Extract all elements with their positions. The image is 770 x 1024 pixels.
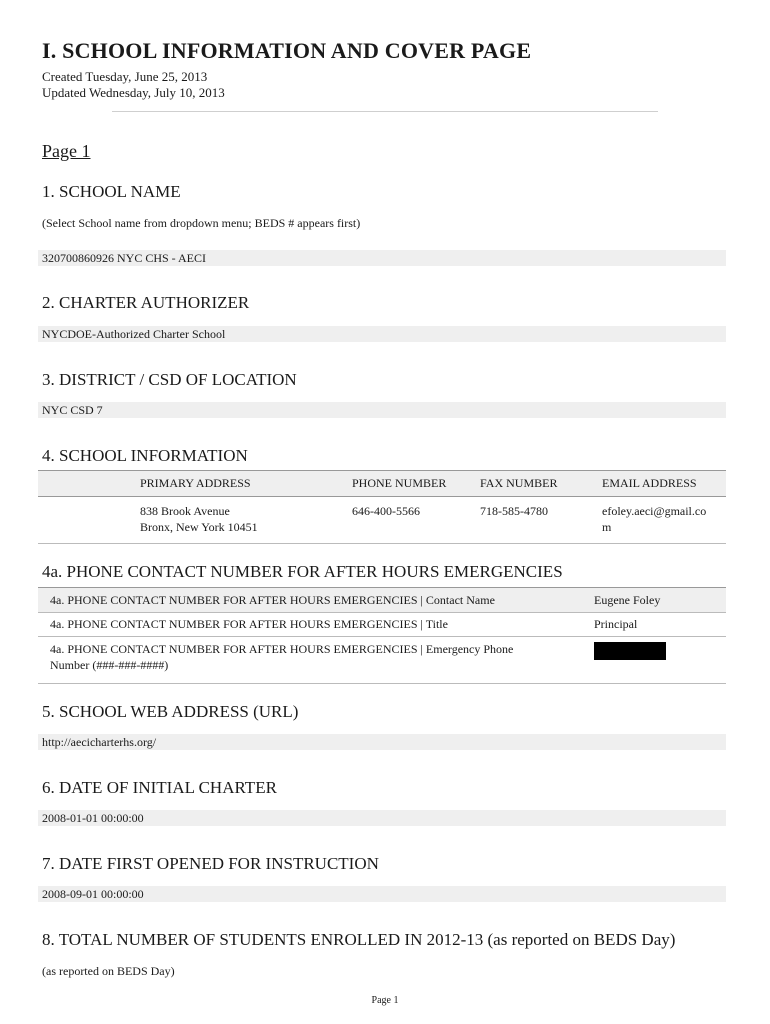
phone-cell: 646-400-5566 xyxy=(352,497,480,544)
document-title: I. SCHOOL INFORMATION AND COVER PAGE xyxy=(42,38,532,63)
web-address-value: http://aecicharterhs.org/ xyxy=(38,734,726,750)
page-label: Page 1 xyxy=(42,141,91,161)
school-info-table xyxy=(38,470,726,544)
table-row xyxy=(38,637,726,684)
charter-authorizer-heading: 2. CHARTER AUTHORIZER xyxy=(42,293,250,312)
updated-date: Updated Wednesday, July 10, 2013 xyxy=(42,85,225,100)
address-cell xyxy=(140,497,352,544)
district-heading: 3. DISTRICT / CSD OF LOCATION xyxy=(42,370,297,389)
col-email-address: EMAIL ADDRESS xyxy=(602,471,726,497)
address-line-1: 838 Brook Avenue xyxy=(140,504,230,518)
page-footer: Page 1 xyxy=(371,995,399,1006)
school-info-data-row xyxy=(38,497,726,544)
first-opened-value: 2008-09-01 00:00:00 xyxy=(38,886,726,902)
school-name-note: (Select School name from dropdown menu; BEDS # appears first) xyxy=(42,216,361,230)
contact-name-label: 4a. PHONE CONTACT NUMBER FOR AFTER HOURS EMERGENCIES | Contact Name xyxy=(38,588,594,613)
web-address-heading: 5. SCHOOL WEB ADDRESS (URL) xyxy=(42,702,299,721)
emergency-phone-label-line-1: 4a. PHONE CONTACT NUMBER FOR AFTER HOURS EMERGENCIES | Emergency Phone xyxy=(50,642,514,656)
school-info-heading: 4. SCHOOL INFORMATION xyxy=(42,446,248,465)
contact-name-value: Eugene Foley xyxy=(594,588,726,613)
redaction-box xyxy=(594,642,666,660)
title-value: Principal xyxy=(594,613,726,637)
initial-charter-heading: 6. DATE OF INITIAL CHARTER xyxy=(42,778,277,797)
table-row xyxy=(38,588,726,613)
col-phone-number: PHONE NUMBER xyxy=(352,471,480,497)
title-label: 4a. PHONE CONTACT NUMBER FOR AFTER HOURS EMERGENCIES | Title xyxy=(38,613,594,637)
school-name-heading: 1. SCHOOL NAME xyxy=(42,182,181,201)
initial-charter-value: 2008-01-01 00:00:00 xyxy=(38,810,726,826)
district-value: NYC CSD 7 xyxy=(38,402,726,418)
blank-cell xyxy=(38,497,140,544)
created-date: Created Tuesday, June 25, 2013 xyxy=(42,69,208,84)
col-primary-address: PRIMARY ADDRESS xyxy=(140,471,352,497)
email-line-2: m xyxy=(602,520,612,534)
emergency-phone-label-line-2: Number (###-###-####) xyxy=(50,658,169,672)
fax-cell: 718-585-4780 xyxy=(480,497,602,544)
school-name-value: 320700860926 NYC CHS - AECI xyxy=(38,250,726,266)
table-row xyxy=(38,613,726,637)
emergency-heading: 4a. PHONE CONTACT NUMBER FOR AFTER HOURS EMERGENCIES xyxy=(42,562,563,581)
emergency-phone-label xyxy=(38,637,594,684)
header-divider xyxy=(112,111,658,112)
email-cell xyxy=(602,497,726,544)
first-opened-heading: 7. DATE FIRST OPENED FOR INSTRUCTION xyxy=(42,854,379,873)
blank-header xyxy=(38,471,140,497)
email-line-1: efoley.aeci@gmail.co xyxy=(602,504,707,518)
charter-authorizer-value: NYCDOE-Authorized Charter School xyxy=(38,326,726,342)
address-line-2: Bronx, New York 10451 xyxy=(140,520,258,534)
emergency-table xyxy=(38,587,726,684)
enrollment-note: (as reported on BEDS Day) xyxy=(42,964,175,978)
school-info-header-row xyxy=(38,471,726,497)
col-fax-number: FAX NUMBER xyxy=(480,471,602,497)
enrollment-heading: 8. TOTAL NUMBER OF STUDENTS ENROLLED IN 2012-13 (as reported on BEDS Day) xyxy=(42,930,676,949)
emergency-phone-value xyxy=(594,637,726,684)
